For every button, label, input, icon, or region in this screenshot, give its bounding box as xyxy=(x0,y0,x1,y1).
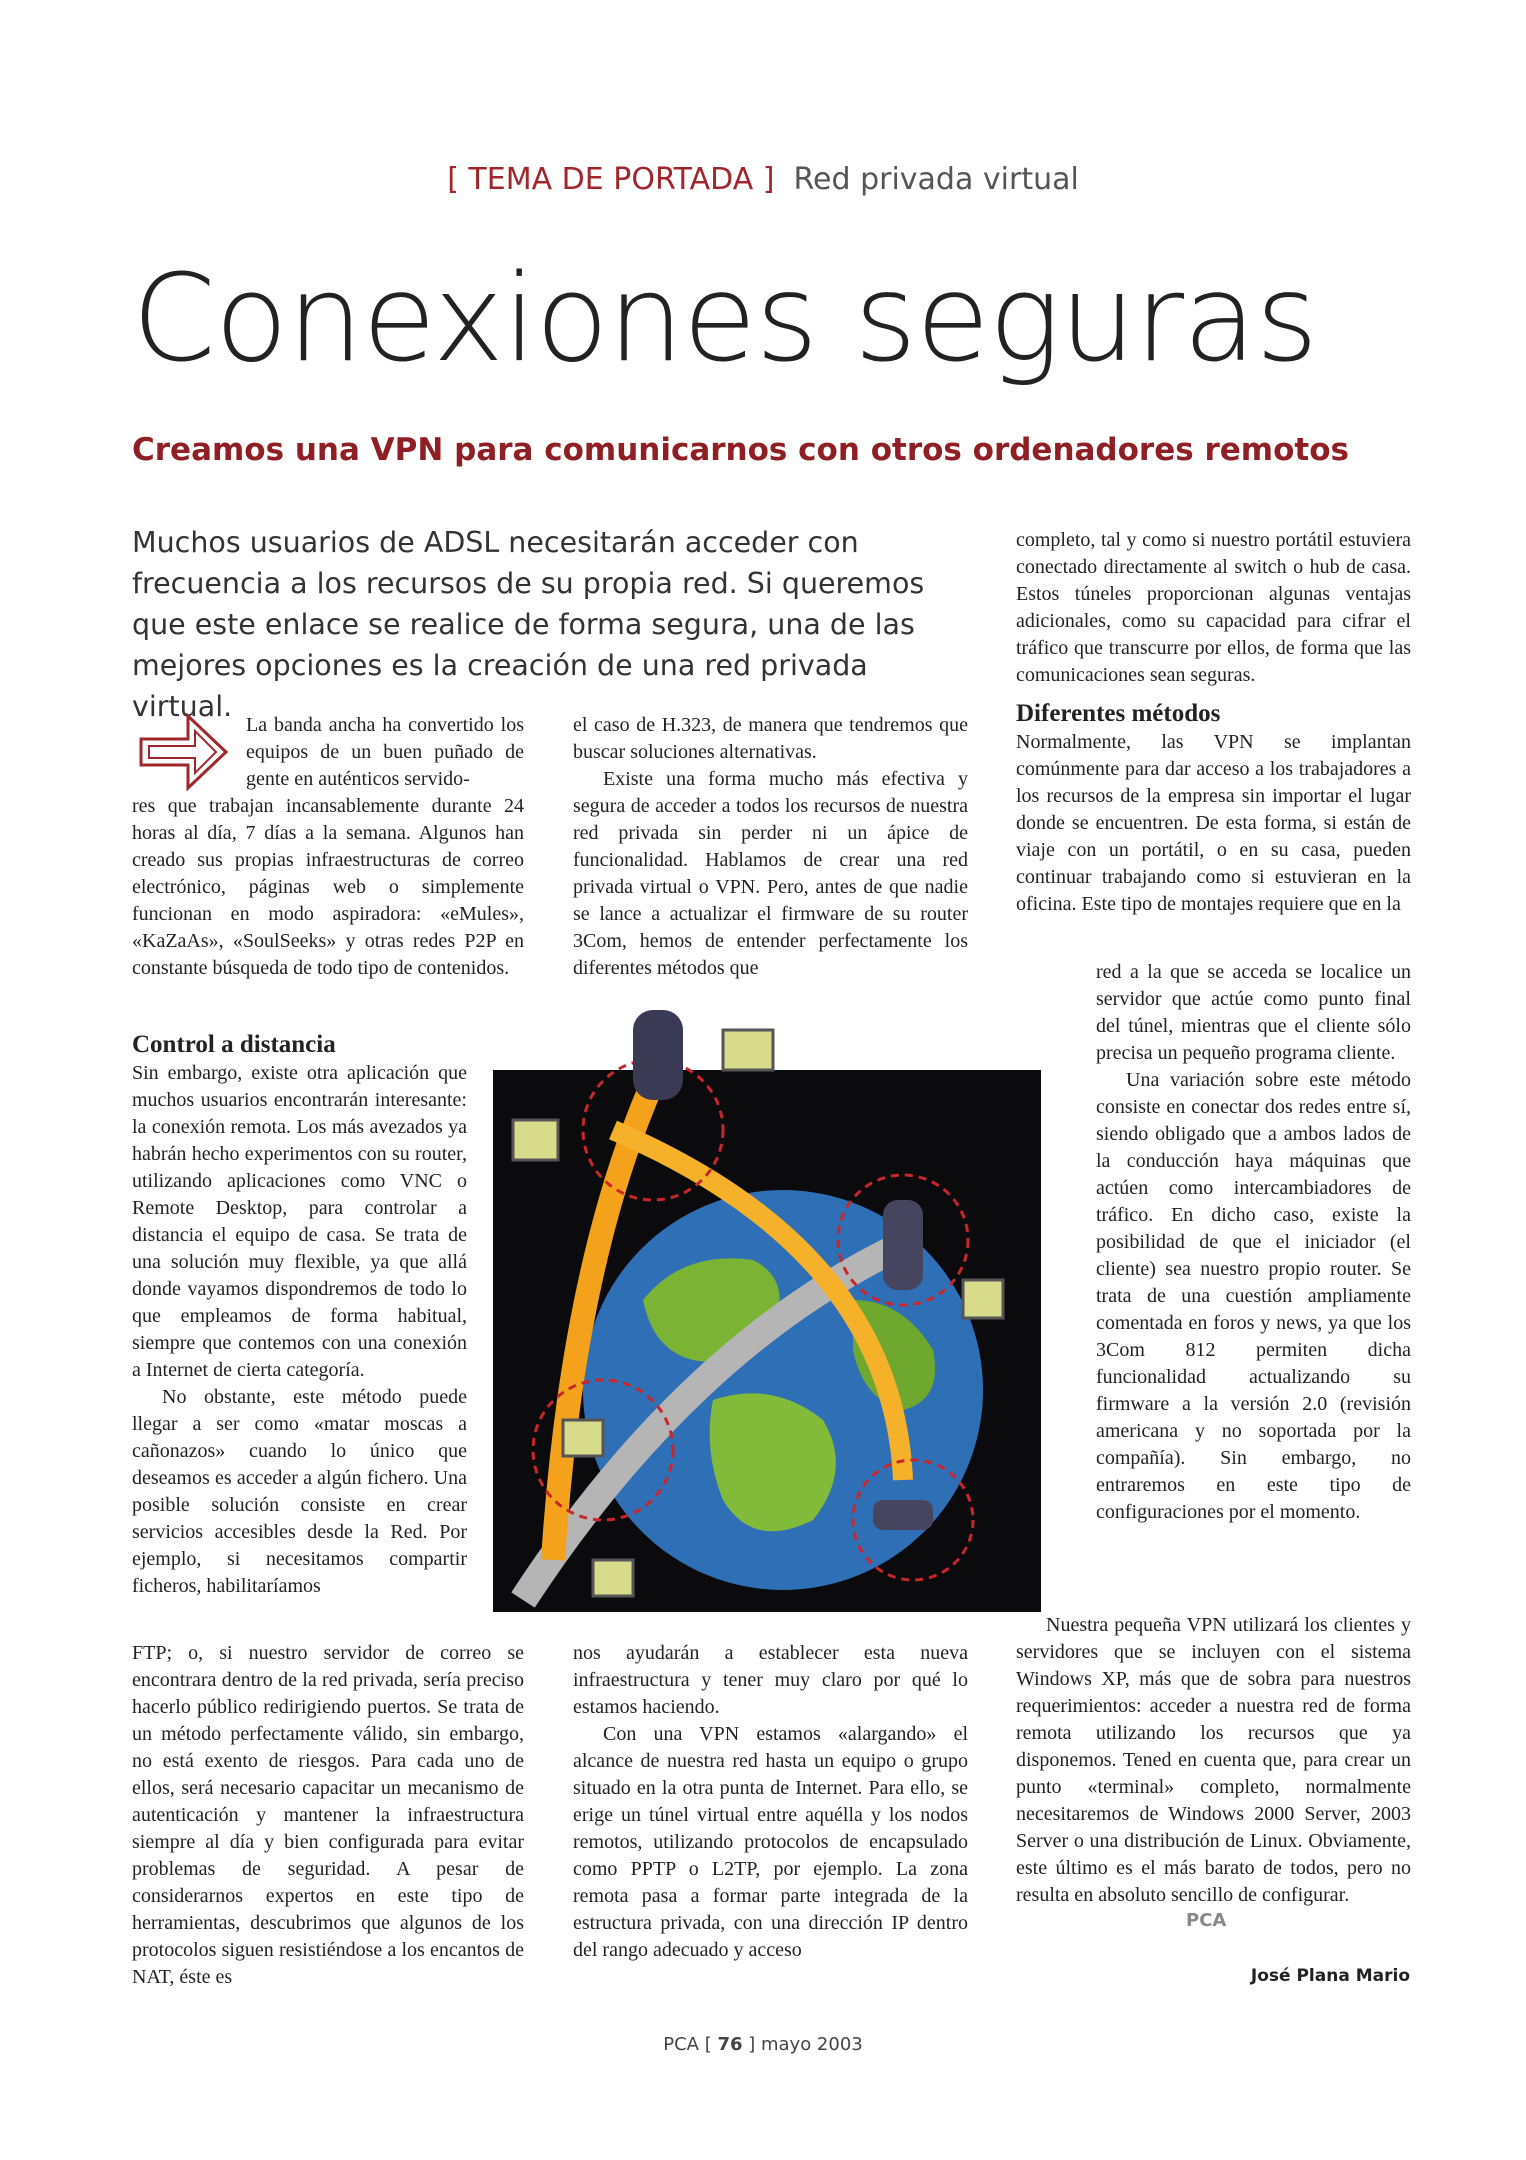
column-2-upper xyxy=(573,712,968,982)
pca-signature: PCA xyxy=(1186,1910,1227,1931)
column-1-lower xyxy=(132,1640,524,1991)
intro-paragraph-rest xyxy=(132,793,524,982)
paragraph: el caso de H.323, de manera que tendremos que buscar soluciones alternativas. xyxy=(573,714,968,763)
column-3-wrapped xyxy=(1096,959,1411,1526)
arrow-icon xyxy=(138,712,230,792)
page-subtitle: Creamos una VPN para comunicarnos con otros ordenadores remotos xyxy=(132,432,1349,468)
paragraph: Nuestra pequeña VPN utilizará los clientes y servidores que se incluyen con el sistema Windows XP, más que de sobra para nuestros requerimientos: acceder a nuestra red de forma remota utilizando los recursos que ya disponemos. Tened en cuenta que, para crear un punto «terminal» completo, normalmente necesitaremos de Windows 2000 Server, 2003 Server o una distribución de Linux. Obviamente, este último es el más barato de todos, pero no resulta en absoluto sencillo de configurar. xyxy=(1016,1614,1411,1906)
section-tag: [ TEMA DE PORTADA ] xyxy=(447,162,775,197)
paragraph: completo, tal y como si nuestro portátil estuviera conectado directamente al switch o hub de casa. Estos túneles proporcionan algunas ventajas adicionales, como su capacidad para cifrar el tráfico que transcurre por ellos, de forma que las comunicaciones sean seguras. xyxy=(1016,529,1411,686)
paragraph: No obstante, este método puede llegar a ser como «matar moscas a cañonazos» cuando lo único que deseamos es acceder a algún fichero. Una posible solución consiste en crear servicios accesibles desde la Red. Por ejemplo, si necesitamos compartir ficheros, habilitaríamos xyxy=(132,1386,467,1597)
column-3-lower xyxy=(1016,1612,1411,1934)
intro-text-rest: res que trabajan incansablemente durante 24 horas al día, 7 días a la semana. Algunos han creado sus propias infraestructuras de correo electrónico, páginas web o simplemente funcionan en modo aspiradora: «eMules», «KaZaAs», «SoulSeeks» y otras redes P2P en constante búsqueda de todo tipo de contenidos. xyxy=(132,795,524,979)
paragraph: red a la que se acceda se localice un servidor que actúe como punto final del túnel, mientras que el cliente sólo precisa un pequeño programa cliente. xyxy=(1096,961,1411,1064)
section-name: Red privada virtual xyxy=(793,162,1079,197)
paragraph: Sin embargo, existe otra aplicación que muchos usuarios encontrarán interesante: la conexión remota. Los más avezados ya habrán hecho experimentos con su router, utilizando aplicaciones como VNC o Remote Desktop, para controlar a distancia el equipo de casa. Se trata de una solución muy flexible, ya que allá donde vayamos dispondremos de todo lo que empleamos de forma habitual, siempre que contemos con una conexión a Internet de cierta categoría. xyxy=(132,1062,467,1381)
paragraph: Normalmente, las VPN se implantan comúnmente para dar acceso a los trabajadores a los recursos de la empresa sin importar el lugar donde se encuentren. De esta forma, si están de viaje con un portátil, o en su casa, pueden continuar trabajando como si estuvieran en la oficina. Este tipo de montajes requiere que en la xyxy=(1016,731,1411,915)
paragraph: Una variación sobre este método consiste en conectar dos redes entre sí, siendo obligado que a ambos lados de la conducción haya máquinas que actúen como intercambiadores de tráfico. En dicho caso, existe la posibilidad de que el iniciador (el cliente) sea nuestro propio router. Se trata de una cuestión ampliamente comentada en foros y news, ya que los 3Com 812 permiten dicha funcionalidad actualizando su firmware a la versión 2.0 (revisión americana y no soportada por la compañía). Sin embargo, no entraremos en este tipo de configuraciones por el momento. xyxy=(1096,1069,1411,1523)
paragraph: nos ayudarán a establecer esta nueva infraestructura y tener muy claro por qué lo estamos haciendo. xyxy=(573,1642,968,1718)
paragraph: Con una VPN estamos «alargando» el alcance de nuestra red hasta un equipo o grupo situado en la otra punta de Internet. Para ello, se erige un túnel virtual entre aquélla y los nodos remotos, utilizando protocolos de encapsulado como PPTP o L2TP, por ejemplo. La zona remota pasa a formar parte integrada de la estructura privada, con una dirección IP dentro del rango adecuado y acceso xyxy=(573,1723,968,1961)
page-footer: PCA [ 76 ] mayo 2003 xyxy=(663,2034,863,2055)
lead-paragraph: Muchos usuarios de ADSL necesitarán acceder con frecuencia a los recursos de su propia red. Si queremos que este enlace se realice de forma segura, una de las mejores opciones es la creación de una red privada virtual. xyxy=(132,526,925,723)
page-number: 76 xyxy=(717,2034,743,2055)
column-1-upper xyxy=(132,1030,467,1600)
footer-date: mayo 2003 xyxy=(760,2034,863,2055)
paragraph: Existe una forma mucho más efectiva y segura de acceder a todos los recursos de nuestra red privada sin perder ni un ápice de funcionalidad. Hablamos de crear una red privada virtual o VPN. Pero, antes de que nadie se lance a actualizar el firmware de su router 3Com, hemos de entender perfectamente los diferentes métodos que xyxy=(573,768,968,979)
vpn-globe-illustration xyxy=(493,1000,1041,1612)
heading-control-a-distancia: Control a distancia xyxy=(132,1031,336,1058)
intro-paragraph-start xyxy=(246,712,524,793)
footer-mag: PCA xyxy=(663,2034,699,2055)
article-author: José Plana Mario xyxy=(1250,1966,1410,1986)
heading-diferentes-metodos: Diferentes métodos xyxy=(1016,700,1221,727)
column-3-upper xyxy=(1016,527,1411,918)
section-header xyxy=(0,162,1526,197)
paragraph: FTP; o, si nuestro servidor de correo se encontrara dentro de la red privada, sería preciso hacerlo público redirigiendo puertos. Se trata de un método perfectamente válido, sin embargo, no está exento de riesgos. Para cada uno de ellos, será necesario capacitar un mecanismo de autenticación y mantener la infraestructura siempre al día y bien configurada para evitar problemas de seguridad. A pesar de considerarnos expertos en este tipo de herramientas, descubrimos que algunos de los protocolos siguen resistiéndose a los encantos de NAT, éste es xyxy=(132,1642,524,1988)
intro-text: La banda ancha ha convertido los equipos de un buen puñado de gente en auténticos servido- xyxy=(246,714,524,790)
column-2-lower xyxy=(573,1640,968,1964)
page-title: Conexiones seguras xyxy=(132,250,1318,389)
